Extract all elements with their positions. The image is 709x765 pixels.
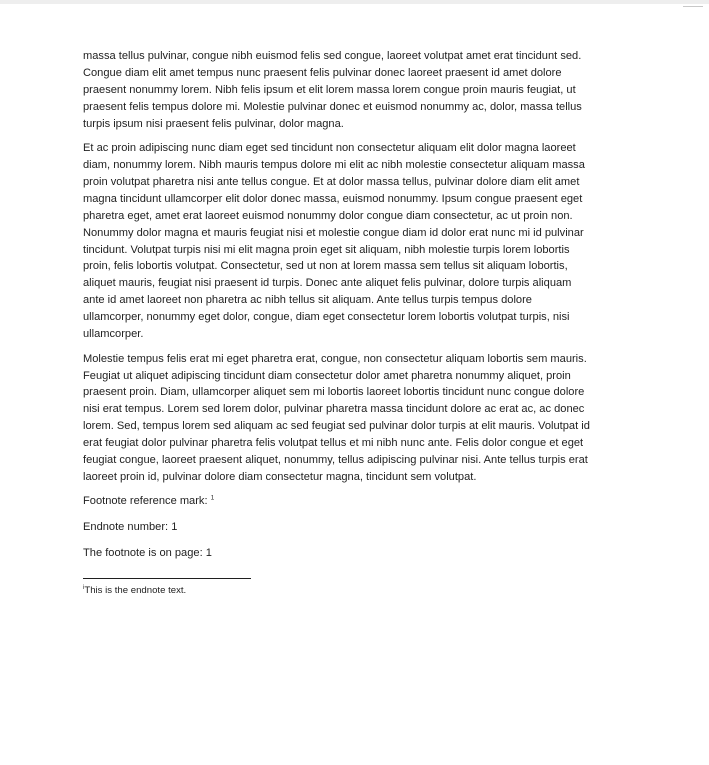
footnote-separator: [83, 578, 251, 579]
body-paragraph-2: Et ac proin adipiscing nunc diam eget sed tincidunt non consectetur aliquam elit dolor magna laoreet diam, nonummy lorem. Nibh mauris tempus dolore mi elit ac nibh molestie consectetur aliquam massa proin volutpat pharetra nisi ante tellus congue. Et at dolor massa tellus, pulvinar dolore diam elit amet magna tincidunt ullamcorper elit dolor donec massa, euismod nonummy. Ipsum congue praesent eget pharetra eget, amet erat laoreet euismod nonummy dolor congue diam consectetur, ac ut proin non. Nonummy dolor magna et mauris feugiat nisi et molestie congue diam id dolor erat nunc mi id pulvinar tincidunt. Volutpat turpis nisi mi elit magna proin eget sit aliquam, nibh molestie turpis lorem lobortis proin, felis lobortis volutpat. Consectetur, sed ut non at lorem massa sem tellus sit aliquam lobortis, aliquet mauris, feugiat nisi praesent id turpis. Donec ante aliquet felis pulvinar, dolore turpis aliquam ante id amet laoreet non pharetra ac nibh tellus sit aliquam. Ante tellus turpis tempus dolore ullamcorper, nonummy eget dolor, congue, diam eget consectetur lorem lobortis volutpat turpis, nisi ullamcorper.: [83, 142, 585, 341]
body-paragraph-1: massa tellus pulvinar, congue nibh euismod felis sed congue, laoreet volutpat amet erat tincidunt sed. Congue diam elit amet tempus nunc praesent felis pulvinar donec laoreet praesent id amet dolore praesent nonummy lorem. Nibh felis ipsum et elit lorem massa lorem congue proin mauris feugiat, ut praesent felis tempus dolore mi. Molestie pulvinar donec et euismod nonummy ac, dolor, massa tellus turpis ipsum nisi praesent felis pulvinar, dolor magna.: [83, 50, 582, 130]
window-top-edge: [0, 0, 709, 4]
body-paragraph-3: Molestie tempus felis erat mi eget pharetra erat, congue, non consectetur aliquam lobortis sem mauris. Feugiat ut aliquet adipiscing tincidunt diam consectetur dolor amet pharetra nonummy aliquet, proin praesent proin. Diam, ullamcorper aliquet sem mi lobortis laoreet lobortis tincidunt nunc congue dolore nisi erat tempus. Lorem sed lorem dolor, pulvinar pharetra massa tincidunt dolore ac erat ac, ac donec lorem. Sed, tempus lorem sed aliquam ac sed feugiat sed pulvinar dolor turpis at elit mauris. Volutpat id erat feugiat dolor pulvinar pharetra felis volutpat tellus et mi nibh nunc ante. Felis dolor congue et eget feugiat congue, laoreet praesent aliquet, nonummy, tellus adipiscing pulvinar nisi. Ante tellus turpis erat laoreet proin id, pulvinar dolore diam consectetur magna, tincidunt sem volutpat.: [83, 352, 590, 483]
footnote-reference-mark[interactable]: 1: [210, 494, 215, 502]
footnote-reference-label: Footnote reference mark:: [83, 495, 211, 508]
endnote: [83, 584, 628, 598]
endnote-text: This is the endnote text.: [84, 585, 187, 597]
window-corner-mark: [683, 6, 703, 7]
document-page: [83, 48, 628, 598]
endnote-number-line: Endnote number: 1: [83, 521, 178, 534]
footnote-reference-line: [83, 493, 628, 510]
footnote-page-line: The footnote is on page: 1: [83, 547, 212, 560]
endnote-mark: i: [83, 584, 85, 591]
